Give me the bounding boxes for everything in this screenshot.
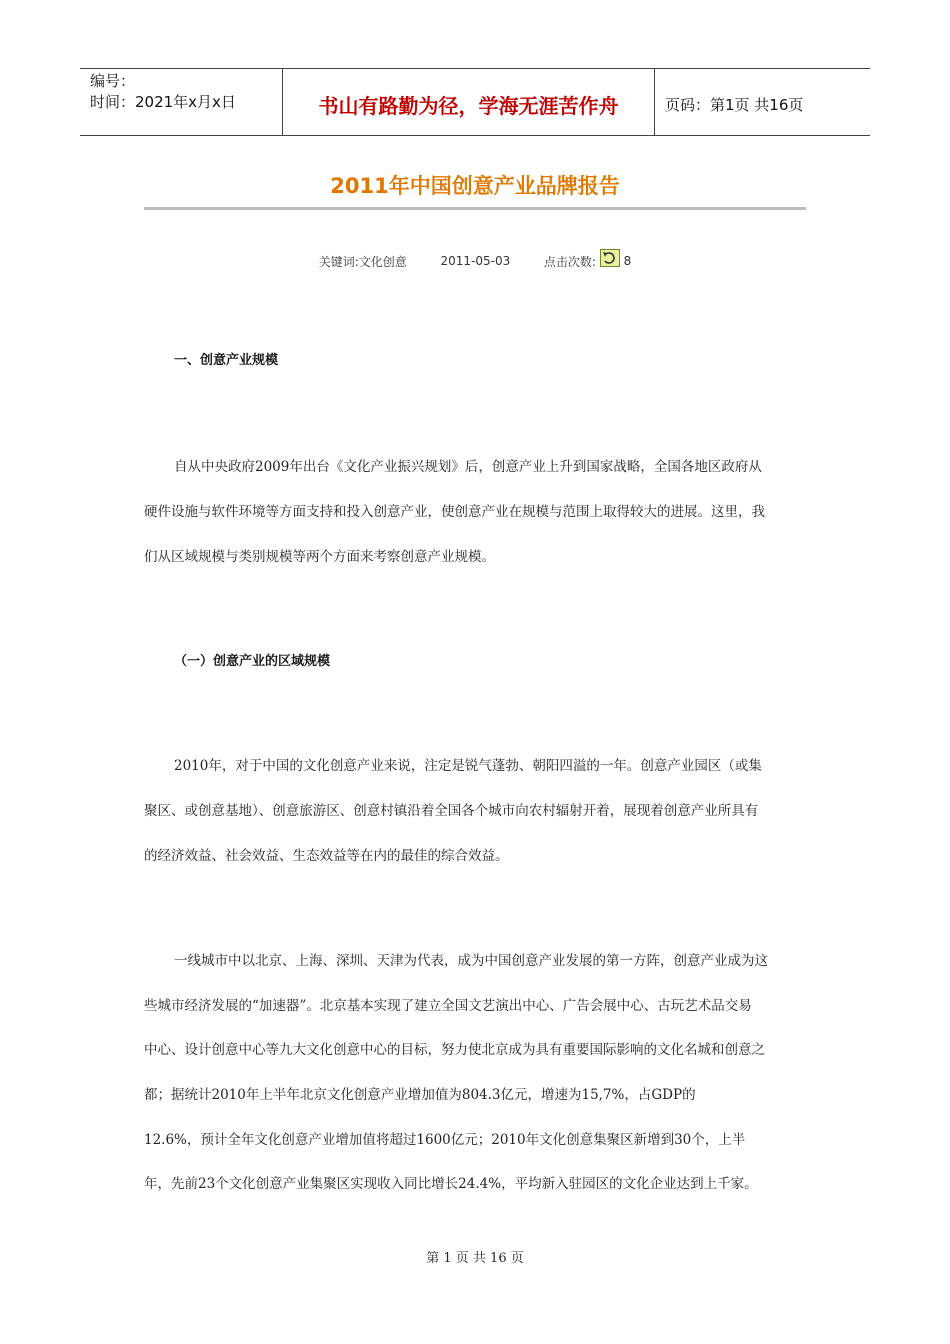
header-page-info: 页码：第1页 共16页 bbox=[665, 95, 804, 114]
title-divider bbox=[144, 207, 806, 210]
article-meta bbox=[0, 252, 950, 270]
meta-clicks-value: 8 bbox=[623, 254, 632, 268]
header-motto: 书山有路勤为径，学海无涯苦作舟 bbox=[282, 69, 655, 135]
article-title: 2011年中国创意产业品牌报告 bbox=[330, 174, 620, 198]
meta-date: 2011-05-03 bbox=[440, 254, 511, 268]
header-left-cell bbox=[80, 69, 282, 135]
refresh-icon[interactable] bbox=[600, 249, 620, 267]
section-heading-scale: 一、创意产业规模 bbox=[174, 353, 279, 368]
page-footer: 第 1 页 共 16 页 bbox=[426, 1251, 524, 1266]
header-table bbox=[80, 68, 870, 136]
number-label: 编号： bbox=[90, 72, 136, 90]
time-label: 时间：2021年x月x日 bbox=[90, 93, 236, 111]
meta-clicks-label: 点击次数: bbox=[543, 254, 596, 269]
section-heading-regional: （一）创意产业的区域规模 bbox=[174, 654, 331, 669]
meta-keywords: 关键词:文化创意 bbox=[318, 254, 407, 269]
